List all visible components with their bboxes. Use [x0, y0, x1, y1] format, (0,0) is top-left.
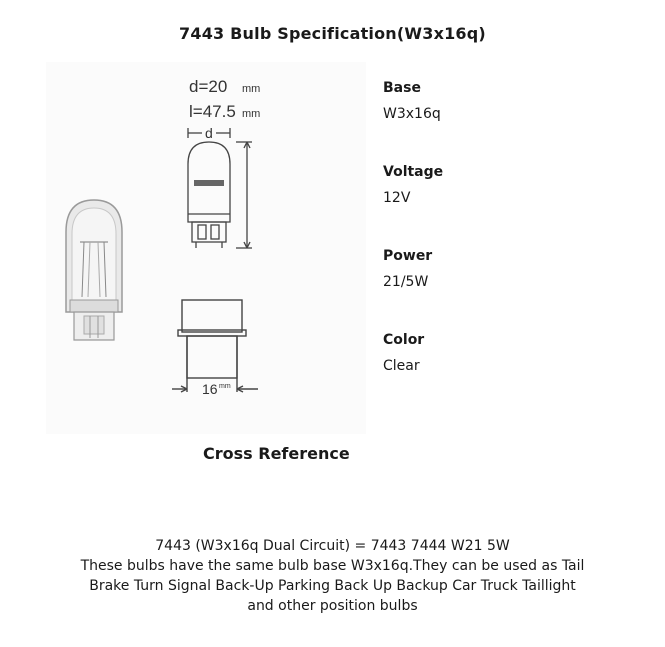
dim-l-unit: mm — [242, 108, 261, 120]
dim-d-unit: mm — [242, 83, 261, 95]
spec-voltage — [383, 164, 603, 248]
cross-reference-line: These bulbs have the same bulb base W3x16q.They can be used as Tail — [80, 558, 585, 574]
spec-label: Base — [383, 80, 421, 96]
spec-value: 12V — [383, 190, 411, 206]
spec-label: Power — [383, 248, 433, 264]
base-width-label: 16 — [202, 381, 218, 397]
spec-label: Color — [383, 332, 425, 348]
spec-label: Voltage — [383, 164, 444, 180]
cross-reference-line: 7443 (W3x16q Dual Circuit) = 7443 7444 W21 5W — [155, 538, 510, 554]
cross-reference-heading: Cross Reference — [203, 444, 350, 463]
page-title: 7443 Bulb Specification(W3x16q) — [179, 24, 486, 43]
spec-value: W3x16q — [383, 106, 441, 122]
spec-value: 21/5W — [383, 274, 429, 290]
spec-base — [383, 80, 603, 164]
dim-l-label: l=47.5 — [189, 102, 236, 121]
cross-reference-text — [0, 536, 665, 616]
bulb-illustration — [46, 62, 366, 434]
spec-value: Clear — [383, 358, 420, 374]
spec-list — [383, 80, 603, 416]
d-marker: d — [205, 125, 213, 141]
spec-color — [383, 332, 603, 416]
dim-d-label: d=20 — [189, 77, 228, 96]
base-width-unit: mm — [219, 383, 231, 390]
spec-power — [383, 248, 603, 332]
cross-reference-line: and other position bulbs — [247, 598, 418, 614]
cross-reference-line: Brake Turn Signal Back-Up Parking Back Up Backup Car Truck Taillight — [89, 578, 576, 594]
